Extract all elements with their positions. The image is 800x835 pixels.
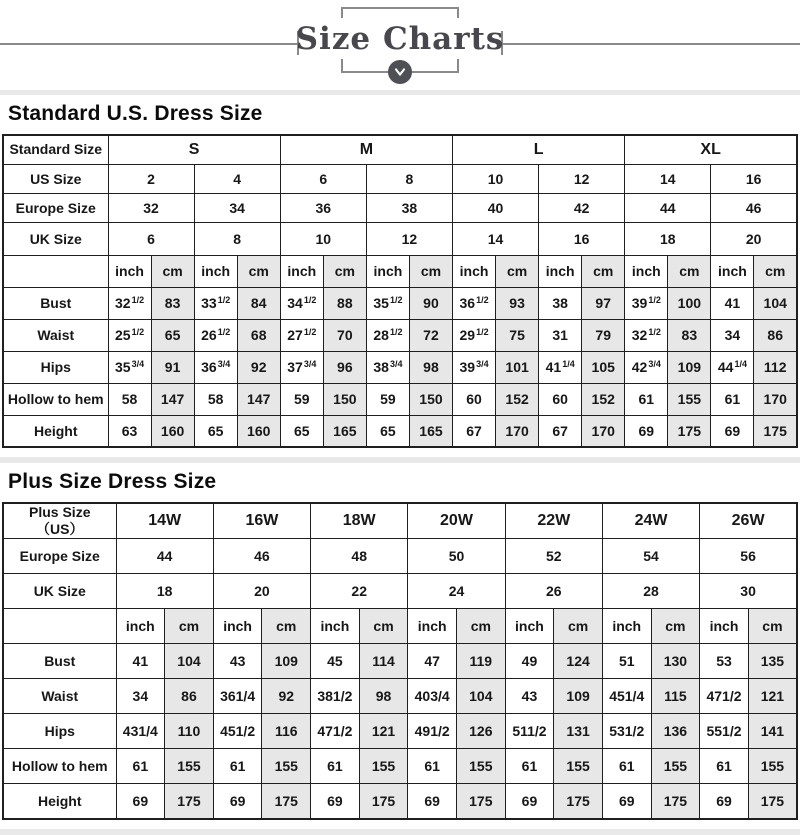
standard-size-table <box>2 134 798 448</box>
measure-value-cell: 431/4 <box>116 714 165 749</box>
fraction-superscript: 1/2 <box>131 295 145 305</box>
measure-value-cell: $35^{3/4}$ <box>108 351 151 383</box>
info-value-cell: 24 <box>408 574 505 609</box>
row-label-cell: Height <box>3 415 108 447</box>
info-value-cell: 6 <box>108 222 194 255</box>
info-value-cell: 18 <box>116 574 213 609</box>
measure-value-cell: 100 <box>668 287 711 319</box>
unit-cell: inch <box>408 609 457 644</box>
measure-value-cell: $36^{1/2}$ <box>453 287 496 319</box>
measure-value-cell: 83 <box>151 287 194 319</box>
unit-cell: inch <box>366 255 409 287</box>
measure-value-cell: 69 <box>213 784 262 819</box>
fraction-superscript: 1/2 <box>476 295 489 305</box>
size-header-cell: 22W <box>505 503 602 539</box>
measure-value-cell: $34^{1/2}$ <box>280 287 323 319</box>
row-label-cell: UK Size <box>3 574 116 609</box>
measure-value-cell: 155 <box>262 749 311 784</box>
measure-value-cell: 155 <box>554 749 603 784</box>
measure-value-cell: 47 <box>408 644 457 679</box>
fraction-superscript: 3/4 <box>476 359 489 369</box>
info-row <box>3 164 797 193</box>
measure-value-cell: 59 <box>366 383 409 415</box>
measure-value-cell: 147 <box>151 383 194 415</box>
info-value-cell: 10 <box>453 164 539 193</box>
measure-value-cell: $25^{1/2}$ <box>108 319 151 351</box>
measure-value-cell: 69 <box>311 784 360 819</box>
measure-value-cell: 114 <box>359 644 408 679</box>
measure-value-cell: 98 <box>359 679 408 714</box>
unit-cell: inch <box>505 609 554 644</box>
measure-value-cell: 175 <box>456 784 505 819</box>
measure-value-cell: 170 <box>496 415 539 447</box>
measure-value-cell: 41 <box>711 287 754 319</box>
info-value-cell: 12 <box>539 164 625 193</box>
measure-value-cell: 61 <box>625 383 668 415</box>
info-value-cell: 16 <box>711 164 797 193</box>
fraction-superscript: 1/2 <box>303 327 317 337</box>
measure-value-cell: 68 <box>237 319 280 351</box>
measure-value-cell: $37^{3/4}$ <box>280 351 323 383</box>
measure-value-cell: 101 <box>496 351 539 383</box>
measure-value-cell: 61 <box>602 749 651 784</box>
measure-value-cell: 104 <box>165 644 214 679</box>
unit-cell: inch <box>453 255 496 287</box>
measure-row <box>3 749 797 784</box>
measure-value-cell: 43 <box>505 679 554 714</box>
measure-value-cell: 152 <box>582 383 625 415</box>
row-label-cell: UK Size <box>3 222 108 255</box>
unit-cell: cm <box>651 609 700 644</box>
measure-value-cell: 61 <box>213 749 262 784</box>
unit-cell: cm <box>456 609 505 644</box>
fraction-superscript: 1/2 <box>389 295 403 305</box>
measure-value-cell: 361/4 <box>213 679 262 714</box>
measure-value-cell: 67 <box>453 415 496 447</box>
measure-value-cell: 61 <box>700 749 749 784</box>
measure-value-cell: 160 <box>237 415 280 447</box>
measure-value-cell: 130 <box>651 644 700 679</box>
measure-value-cell: 67 <box>539 415 582 447</box>
unit-cell: inch <box>711 255 754 287</box>
info-value-cell: 46 <box>711 193 797 222</box>
row-label-cell: Europe Size <box>3 193 108 222</box>
row-label-cell: Hollow to hem <box>3 383 108 415</box>
measure-value-cell: 150 <box>323 383 366 415</box>
info-value-cell: 6 <box>280 164 366 193</box>
info-value-cell: 36 <box>280 193 366 222</box>
measure-value-cell: 471/2 <box>311 714 360 749</box>
measure-value-cell: 136 <box>651 714 700 749</box>
unit-cell: cm <box>409 255 452 287</box>
measure-value-cell: $32^{1/2}$ <box>625 319 668 351</box>
measure-value-cell: $44^{1/4}$ <box>711 351 754 383</box>
measure-value-cell: $36^{3/4}$ <box>194 351 237 383</box>
measure-value-cell: 165 <box>323 415 366 447</box>
row-label-cell: Waist <box>3 679 116 714</box>
measure-value-cell: 96 <box>323 351 366 383</box>
section-heading-standard: Standard U.S. Dress Size <box>8 102 263 125</box>
measure-value-cell: 126 <box>456 714 505 749</box>
measure-value-cell: $29^{1/2}$ <box>453 319 496 351</box>
fraction-superscript: 1/2 <box>131 327 145 337</box>
measure-value-cell: 38 <box>539 287 582 319</box>
measure-value-cell: 116 <box>262 714 311 749</box>
measure-value-cell: $33^{1/2}$ <box>194 287 237 319</box>
info-value-cell: 12 <box>366 222 452 255</box>
measure-value-cell: 84 <box>237 287 280 319</box>
measure-value-cell: 34 <box>116 679 165 714</box>
info-value-cell: 18 <box>625 222 711 255</box>
measure-value-cell: 61 <box>116 749 165 784</box>
fraction-superscript: 3/4 <box>303 359 317 369</box>
measure-value-cell: 43 <box>213 644 262 679</box>
fraction-superscript: 1/2 <box>648 295 661 305</box>
info-value-cell: 56 <box>700 539 797 574</box>
measure-value-cell: 75 <box>496 319 539 351</box>
measure-value-cell: 471/2 <box>700 679 749 714</box>
measure-value-cell: 109 <box>262 644 311 679</box>
row-label-cell: Height <box>3 784 116 819</box>
section-heading-plus: Plus Size Dress Size <box>8 470 217 493</box>
measure-row <box>3 679 797 714</box>
measure-value-cell: 131 <box>554 714 603 749</box>
measure-value-cell: 31 <box>539 319 582 351</box>
row-label-cell: Hips <box>3 351 108 383</box>
size-header-cell: 20W <box>408 503 505 539</box>
measure-value-cell: 79 <box>582 319 625 351</box>
bracket-top-decoration <box>341 7 459 18</box>
size-header-cell: L <box>453 135 625 164</box>
size-header-cell: 16W <box>213 503 310 539</box>
row-label-cell: Waist <box>3 319 108 351</box>
measure-value-cell: $38^{3/4}$ <box>366 351 409 383</box>
measure-value-cell: 175 <box>359 784 408 819</box>
measure-row <box>3 644 797 679</box>
measure-value-cell: 61 <box>505 749 554 784</box>
measure-value-cell: $26^{1/2}$ <box>194 319 237 351</box>
measure-value-cell: 49 <box>505 644 554 679</box>
info-value-cell: 20 <box>213 574 310 609</box>
measure-row <box>3 319 797 351</box>
unit-cell: inch <box>108 255 151 287</box>
measure-value-cell: 451/4 <box>602 679 651 714</box>
measure-value-cell: 61 <box>408 749 457 784</box>
row-label-cell: Bust <box>3 644 116 679</box>
size-header-cell: M <box>280 135 452 164</box>
measure-value-cell: $32^{1/2}$ <box>108 287 151 319</box>
measure-value-cell: 152 <box>496 383 539 415</box>
info-value-cell: 40 <box>453 193 539 222</box>
info-value-cell: 20 <box>711 222 797 255</box>
measure-value-cell: 105 <box>582 351 625 383</box>
size-header-cell: XL <box>625 135 797 164</box>
row-label-cell: Hips <box>3 714 116 749</box>
measure-value-cell: 58 <box>108 383 151 415</box>
info-row <box>3 222 797 255</box>
row-label-cell: Bust <box>3 287 108 319</box>
row-label-cell: US Size <box>3 164 108 193</box>
unit-cell: inch <box>280 255 323 287</box>
info-value-cell: 44 <box>116 539 213 574</box>
measure-value-cell: 403/4 <box>408 679 457 714</box>
info-value-cell: 42 <box>539 193 625 222</box>
unit-cell: cm <box>359 609 408 644</box>
size-header-cell: 14W <box>116 503 213 539</box>
page-title: Size Charts <box>295 21 505 57</box>
unit-cell: cm <box>754 255 797 287</box>
measure-value-cell: 551/2 <box>700 714 749 749</box>
info-value-cell: 10 <box>280 222 366 255</box>
measure-value-cell: 160 <box>151 415 194 447</box>
measure-value-cell: 65 <box>151 319 194 351</box>
info-value-cell: 32 <box>108 193 194 222</box>
measure-value-cell: 61 <box>711 383 754 415</box>
fraction-superscript: 1/4 <box>734 359 747 369</box>
measure-value-cell: 491/2 <box>408 714 457 749</box>
measure-value-cell: 97 <box>582 287 625 319</box>
measure-value-cell: 451/2 <box>213 714 262 749</box>
unit-cell: cm <box>582 255 625 287</box>
info-value-cell: 52 <box>505 539 602 574</box>
measure-value-cell: 61 <box>311 749 360 784</box>
measure-row <box>3 287 797 319</box>
fraction-superscript: 3/4 <box>389 359 403 369</box>
measure-value-cell: 175 <box>651 784 700 819</box>
unit-cell: cm <box>323 255 366 287</box>
measure-value-cell: 69 <box>602 784 651 819</box>
measure-value-cell: 98 <box>409 351 452 383</box>
fraction-superscript: 1/2 <box>389 327 403 337</box>
measure-value-cell: 109 <box>668 351 711 383</box>
unit-row <box>3 255 797 287</box>
measure-value-cell: 53 <box>700 644 749 679</box>
unit-cell: cm <box>668 255 711 287</box>
measure-value-cell: 45 <box>311 644 360 679</box>
measure-value-cell: 69 <box>408 784 457 819</box>
measure-value-cell: 175 <box>668 415 711 447</box>
measure-value-cell: 511/2 <box>505 714 554 749</box>
measure-value-cell: 155 <box>456 749 505 784</box>
measure-value-cell: 69 <box>116 784 165 819</box>
measure-value-cell: 72 <box>409 319 452 351</box>
size-header-row <box>3 135 797 164</box>
measure-value-cell: 59 <box>280 383 323 415</box>
measure-value-cell: $39^{3/4}$ <box>453 351 496 383</box>
unit-cell: inch <box>625 255 668 287</box>
unit-cell: cm <box>554 609 603 644</box>
measure-value-cell: 155 <box>668 383 711 415</box>
unit-cell: inch <box>539 255 582 287</box>
measure-value-cell: 63 <box>108 415 151 447</box>
measure-value-cell: 93 <box>496 287 539 319</box>
measure-value-cell: 119 <box>456 644 505 679</box>
measure-value-cell: 88 <box>323 287 366 319</box>
measure-value-cell: 51 <box>602 644 651 679</box>
unit-cell: cm <box>151 255 194 287</box>
measure-value-cell: 141 <box>748 714 797 749</box>
fraction-superscript: 1/2 <box>303 295 317 305</box>
unit-cell: inch <box>311 609 360 644</box>
measure-value-cell: 155 <box>651 749 700 784</box>
measure-value-cell: 60 <box>453 383 496 415</box>
unit-cell: cm <box>496 255 539 287</box>
fraction-superscript: 1/2 <box>476 327 489 337</box>
measure-value-cell: 86 <box>754 319 797 351</box>
measure-value-cell: 69 <box>711 415 754 447</box>
row-label-cell: Hollow to hem <box>3 749 116 784</box>
plus-size-section <box>0 463 800 829</box>
unit-cell: inch <box>700 609 749 644</box>
measure-value-cell: 135 <box>748 644 797 679</box>
measure-value-cell: 83 <box>668 319 711 351</box>
info-value-cell: 44 <box>625 193 711 222</box>
fraction-superscript: 1/2 <box>217 327 231 337</box>
measure-value-cell: 121 <box>748 679 797 714</box>
measure-value-cell: 155 <box>165 749 214 784</box>
info-value-cell: 34 <box>194 193 280 222</box>
measure-value-cell: 155 <box>359 749 408 784</box>
unit-row <box>3 609 797 644</box>
measure-value-cell: 69 <box>505 784 554 819</box>
fraction-superscript: 1/2 <box>648 327 661 337</box>
row-label-cell: Standard Size <box>3 135 108 164</box>
measure-value-cell: 175 <box>748 784 797 819</box>
info-value-cell: 46 <box>213 539 310 574</box>
measure-value-cell: 121 <box>359 714 408 749</box>
measure-value-cell: 112 <box>754 351 797 383</box>
unit-cell: inch <box>194 255 237 287</box>
measure-value-cell: 58 <box>194 383 237 415</box>
unit-cell: cm <box>748 609 797 644</box>
measure-value-cell: 104 <box>754 287 797 319</box>
size-header-cell: S <box>108 135 280 164</box>
measure-value-cell: 34 <box>711 319 754 351</box>
measure-value-cell: 92 <box>262 679 311 714</box>
measure-value-cell: 175 <box>165 784 214 819</box>
unit-cell: cm <box>237 255 280 287</box>
measure-value-cell: 70 <box>323 319 366 351</box>
unit-cell: inch <box>116 609 165 644</box>
chevron-down-icon <box>388 60 412 84</box>
unit-cell: cm <box>262 609 311 644</box>
measure-value-cell: 69 <box>625 415 668 447</box>
info-value-cell: 50 <box>408 539 505 574</box>
info-value-cell: 28 <box>602 574 699 609</box>
measure-value-cell: 381/2 <box>311 679 360 714</box>
info-value-cell: 8 <box>194 222 280 255</box>
measure-value-cell: 104 <box>456 679 505 714</box>
measure-value-cell: 109 <box>554 679 603 714</box>
info-value-cell: 8 <box>366 164 452 193</box>
corner-cell <box>3 609 116 644</box>
measure-row <box>3 383 797 415</box>
fraction-superscript: 3/4 <box>648 359 661 369</box>
measure-value-cell: 115 <box>651 679 700 714</box>
unit-cell: inch <box>602 609 651 644</box>
measure-value-cell: 155 <box>748 749 797 784</box>
measure-value-cell: $28^{1/2}$ <box>366 319 409 351</box>
info-value-cell: 16 <box>539 222 625 255</box>
size-header-cell: 18W <box>311 503 408 539</box>
measure-value-cell: 165 <box>409 415 452 447</box>
info-value-cell: 54 <box>602 539 699 574</box>
measure-value-cell: $41^{1/4}$ <box>539 351 582 383</box>
measure-value-cell: 60 <box>539 383 582 415</box>
measure-value-cell: $27^{1/2}$ <box>280 319 323 351</box>
info-value-cell: 14 <box>453 222 539 255</box>
standard-size-section <box>0 95 800 457</box>
measure-value-cell: $39^{1/2}$ <box>625 287 668 319</box>
measure-value-cell: 92 <box>237 351 280 383</box>
measure-value-cell: 150 <box>409 383 452 415</box>
measure-row <box>3 415 797 447</box>
size-header-row <box>3 503 797 539</box>
info-row <box>3 539 797 574</box>
measure-value-cell: $35^{1/2}$ <box>366 287 409 319</box>
info-row <box>3 574 797 609</box>
measure-row <box>3 351 797 383</box>
info-value-cell: 2 <box>108 164 194 193</box>
measure-value-cell: 175 <box>754 415 797 447</box>
measure-value-cell: 69 <box>700 784 749 819</box>
row-label-cell: Europe Size <box>3 539 116 574</box>
unit-cell: cm <box>165 609 214 644</box>
measure-value-cell: 41 <box>116 644 165 679</box>
size-header-cell: 24W <box>602 503 699 539</box>
row-label-cell: Plus Size （US） <box>3 503 116 539</box>
info-value-cell: 22 <box>311 574 408 609</box>
measure-value-cell: 175 <box>554 784 603 819</box>
measure-value-cell: 65 <box>280 415 323 447</box>
measure-value-cell: 91 <box>151 351 194 383</box>
info-value-cell: 26 <box>505 574 602 609</box>
measure-value-cell: 65 <box>194 415 237 447</box>
unit-cell: inch <box>213 609 262 644</box>
fraction-superscript: 1/2 <box>217 295 231 305</box>
measure-value-cell: 65 <box>366 415 409 447</box>
page-header <box>0 0 800 90</box>
info-value-cell: 48 <box>311 539 408 574</box>
measure-value-cell: 170 <box>582 415 625 447</box>
measure-value-cell: 175 <box>262 784 311 819</box>
corner-cell <box>3 255 108 287</box>
measure-value-cell: 86 <box>165 679 214 714</box>
measure-value-cell: 170 <box>754 383 797 415</box>
plus-size-table <box>2 502 798 820</box>
measure-value-cell: 124 <box>554 644 603 679</box>
fraction-superscript: 3/4 <box>131 359 145 369</box>
info-value-cell: 14 <box>625 164 711 193</box>
info-value-cell: 4 <box>194 164 280 193</box>
info-value-cell: 30 <box>700 574 797 609</box>
measure-row <box>3 714 797 749</box>
measure-value-cell: 110 <box>165 714 214 749</box>
measure-value-cell: $42^{3/4}$ <box>625 351 668 383</box>
size-header-cell: 26W <box>700 503 797 539</box>
info-value-cell: 38 <box>366 193 452 222</box>
measure-row <box>3 784 797 819</box>
fraction-superscript: 1/4 <box>562 359 575 369</box>
measure-value-cell: 531/2 <box>602 714 651 749</box>
info-row <box>3 193 797 222</box>
fraction-superscript: 3/4 <box>217 359 231 369</box>
measure-value-cell: 90 <box>409 287 452 319</box>
measure-value-cell: 147 <box>237 383 280 415</box>
